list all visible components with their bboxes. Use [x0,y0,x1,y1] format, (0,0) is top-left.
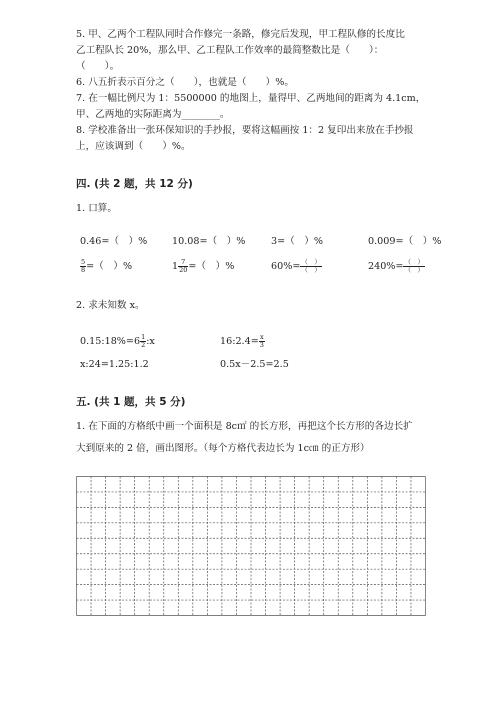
calc-r1c2: 10.08=（ ）% [172,236,246,247]
section4-heading: 四. (共 2 题，共 12 分) [76,178,193,190]
fraction: $\frac{x}{3}$ [259,333,264,349]
q5-line3: （ ）。 [76,61,120,72]
calc-r2c4: 240%= $\frac{( )}{( )}$ [368,258,424,274]
q7-line1: 7. 在一幅比例尺为 1：5500000 的地图上，量得甲、乙两地间的距离为 4.1cm， [76,93,426,104]
square-grid-paper[interactable] [76,476,426,616]
q8-line2: 上，应该调到（ ）%。 [76,141,191,152]
fraction: $\frac{5}{8}$ [81,258,86,274]
section5-heading: 五. (共 1 题，共 5 分) [76,396,186,408]
fraction: $\frac{1}{2}$ [141,333,146,349]
equation-4: 0.5x－2.5=2.5 [220,359,289,370]
fraction: $\frac{7}{20}$ [179,258,188,274]
fraction: $\frac{( )}{( )}$ [404,258,424,274]
equation-3: x:24=1.25:1.2 [80,359,149,370]
calc-r2c3: 60%= $\frac{( )}{( )}$ [271,258,321,274]
calc-r1c1: 0.46=（ ）% [80,236,148,247]
calc-r2c2: 1 $\frac{7}{20}$ =（ ）% [172,258,235,274]
q8-line1: 8. 学校准备出一张环保知识的手抄报，要将这幅画按 1：2 复印出来放在手抄报 [76,125,414,136]
q5-line2: 乙工程队长 20%，那么甲、乙工程队工作效率的最简整数比是（ ）： [76,45,384,56]
calc-r1c3: 3=（ ）% [271,236,324,247]
q5-line1: 5. 甲、乙两个工程队同时合作修完一条路，修完后发现，甲工程队修的长度比 [76,29,405,40]
q6-line: 6. 八五折表示百分之（ ），也就是（ ）%。 [76,77,294,88]
s5-q1-line1: 1. 在下面的方格纸中画一个面积是 8c㎡ 的长方形，再把这个长方形的各边长扩 [76,421,413,432]
equation-2: 16:2.4= $\frac{x}{3}$ [220,333,264,349]
s4-q1-title: 1. 口算。 [76,203,117,214]
calc-r1c4: 0.009=（ ）% [368,236,442,247]
q7-line2: 甲、乙两地的实际距离为________。 [76,109,230,120]
fraction: $\frac{( )}{( )}$ [301,258,321,274]
s5-q1-line2: 大到原来的 2 倍，画出图形。（每个方格代表边长为 1c㎝ 的正方形） [76,443,370,454]
s4-q2-title: 2. 求未知数 x。 [76,300,145,311]
equation-1: 0.15:18%=6 $\frac{1}{2}$ :x [80,333,155,349]
calc-r2c1: $\frac{5}{8}$ =（ ）% [81,258,133,274]
